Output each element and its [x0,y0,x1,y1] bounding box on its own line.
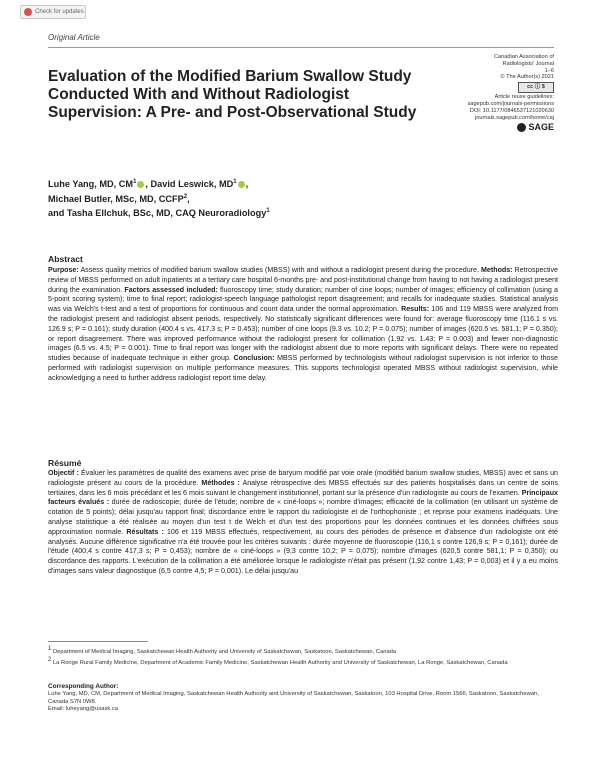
check-for-updates-badge[interactable] [20,5,86,19]
facteurs-text: durée de radioscopie; durée de l'étude; nombre de « ciné-loops »; nombre d'images; efficacité de la collimation (en utilisant un système de cotation de 5 points); délai jusqu'au rapport final; discordance entre le rapport du radiologiste et de l'orthophoniste ; et reprise pour examens inadéquats. Une analyse statistique a été réalisée au moyen d'un test t de Welch et d'un test des proportions pour les données continues et les données chiffrées sous approximation normale. [48,498,558,536]
methods-text: Retrospective review of MBSS performed on adult inpatients at a tertiary care hospital 6-months pre- and post-institutional change from having to not having a radiologist present during the examination. [48,266,558,294]
orcid-icon[interactable] [238,181,245,188]
affiliation-sup: 1 [266,208,270,215]
header-divider [48,47,554,48]
methods-label: Methods: [481,266,513,274]
affiliations [48,646,558,667]
check-updates-label: Check for updates [35,9,84,15]
conclusion-text: MBSS performed by technologists without radiologist supervision is not inferior to those performed with radiologist supervision on multiple performance measures. This supports technologist operated MBSS without radiologist supervision, while acknowledging a need to further address radiologist report time delay. [48,354,558,382]
article-type: Original Article [48,33,100,42]
results-label: Results: [401,305,430,314]
resultats-label: Résultats : [126,527,164,536]
author-name: , David Leswick, MD [145,179,234,190]
journal-line[interactable]: journals.sagepub.com/home/caj [475,114,554,121]
affiliation-text: Department of Medical Imaging, Saskatchewan Health Authority and University of Saskatchewan, Saskatoon, Saskatchewan, Canada [51,648,397,655]
resultats-text: 106 et 119 MBSS effectués, respectivement, au cours des périodes de présence et d'absence d'un radiologiste ont été analysés. Aucune différence significative n'a été trouvée pour les critères suivants : durée moyenne de fluoroscopie (116,1 s contre 126,9 s; P = 0,161); durée de l'étude (400,4 s contre 417,3 s; P = 0,453); nombre de « ciné-loops » (9,3 contre 10,2; P = 0,075); nombre d'images (620,5 contre 581,1; P = 0,350); ou discordance des rapports. L'exécution de la collimation a été améliorée lorsque le radiologiste n'était pas présent (1,92 contre 1,43; P = 0,003) et il y a eu moins d'images sans valeur diagnostique (6,5 contre 4,5; P = 0,001). Le délai jusqu'au [48,527,559,575]
factors-text: fluoroscopy time; study duration; number of cine loops; number of images; efficiency of collimation (using a 5-point scoring system); time to final report; radiologist-speech language pathologist report disagreement; and recalls for inadequate studies. Statistical analysis was via Welch's t-test and a test of proportions for continuous and count data under the normal approximation. [48,285,558,314]
article-title: Evaluation of the Modified Barium Swallow Study Conducted With and Without Radiologist Supervision: A Pre- and Post-Observational Study [48,68,417,121]
resume-text [48,469,558,577]
check-updates-icon [24,8,32,16]
corresponding-author-email[interactable]: Email: luheyang@usask.ca [48,706,119,713]
affiliation-sup: 2 [183,193,188,200]
author-name: Luhe Yang, MD, CM [48,179,134,190]
resume-heading: Résumé [48,458,82,468]
corresponding-author-details [48,691,558,714]
affiliation-number: 1 [48,646,52,652]
corresponding-author-heading: Corresponding Author: [48,683,119,690]
author-name: and Tasha Ellchuk, BSc, MD, CAQ Neuroradiology [48,208,267,219]
journal-line: © The Author(s) 2021 [500,74,554,81]
abstract-text [48,266,558,384]
journal-line: Canadian Association of [493,54,554,60]
author-name: Michael Butler, MSc, MD, CCFP [48,193,184,204]
journal-line: 1–6 [544,67,554,74]
methodes-label: Méthodes : [201,478,240,487]
corresponding-author-address: Luhe Yang, MD, CM, Department of Medical Imaging, Saskatchewan Health Authority and University of Saskatchewan, Saskatoon, 103 Hospital Drive, Room 1566, Saskatoon, Saskatchewan, Canada S7N 0W8. [48,691,539,705]
journal-info [444,54,554,132]
affiliation-sup: 1 [233,179,237,185]
creative-commons-license-icon[interactable]: cc ⓘ $ [518,82,554,93]
sage-logo [444,123,554,132]
results-text: 106 and 119 MBSS were analyzed from the radiologist present and radiologist absent periods, respectively. No statistically significant differences were found for: average fluoroscopy time (116.1 s vs. 126.9 s; P = 0.161); study duration (400.4 s vs. 417.3 s; P = 0.453); number of cine loops (9.3 vs. 10.2; P = 0.075); number of images (620.5 vs. 581.1; P = 0.350); or report disagreement. There was improved performance without the radiologist present for collimation (1.92 vs. 1.43; P = 0.003) and fewer non-diagnostic images (6.5 vs. 4.5; P = 0.001). Time to final report was longer with the radiologist absent due to more reports with significant delays. There were no repeated studies because of inadequate technique in either group. [48,305,558,363]
abstract-heading: Abstract [48,254,83,264]
sage-logo-text: SAGE [528,122,554,133]
journal-line: Radiologists' Journal [502,60,554,67]
objectif-label: Objectif : [48,469,79,477]
purpose-label: Purpose: [48,266,79,274]
facteurs-label: Principaux facteurs évalués : [48,488,558,507]
affiliation-number: 2 [48,656,52,663]
sage-logo-icon [517,123,526,132]
affiliation-sup: 1 [133,179,137,185]
orcid-icon[interactable] [137,181,144,188]
methodes-text: Analyse rétrospective des MBSS effectués sur des patients hospitalisés dans un centre de soins tertiaires, dans les 6 mois précédant et les 6 mois suivant le changement institutionnel, portant sur la présence d'un radiologiste au cours de l'examen. [48,478,558,497]
affiliation-text: La Ronge Rural Family Medicine, Department of Academic Family Medicine, Saskatchewan Health Authority and University of Saskatchewan, La Ronge, Saskatchewan, Canada [51,659,508,666]
conclusion-label: Conclusion: [233,354,275,363]
objectif-text: Évaluer les paramètres de qualité des examens avec prise de baryum modifié par voie orale (modifiéd barium swallow studies, MBSS) avec et sans un radiologiste présent au cours de la procédure. [48,469,558,487]
author-list: Luhe Yang, MD, $CM^1$ , David Leswick, $MD^1$ , Michael Butler, MSc, MD, CCFP$^2$, and Tasha Ellchuk, BSc, MD, CAQ Neuroradiology$^1$ [48,179,270,219]
factors-label: Factors assessed included: [124,285,218,294]
journal-line[interactable]: sagepub.com/journals-permissions [467,100,554,107]
footnote-divider [48,641,148,642]
journal-line[interactable]: DOI: 10.1177/0846537121020630 [469,107,554,114]
purpose-text: Assess quality metrics of modified barium swallow studies (MBSS) with and without a radiologist present during the procedure. [78,266,482,274]
journal-line: Article reuse guidelines: [494,94,554,101]
